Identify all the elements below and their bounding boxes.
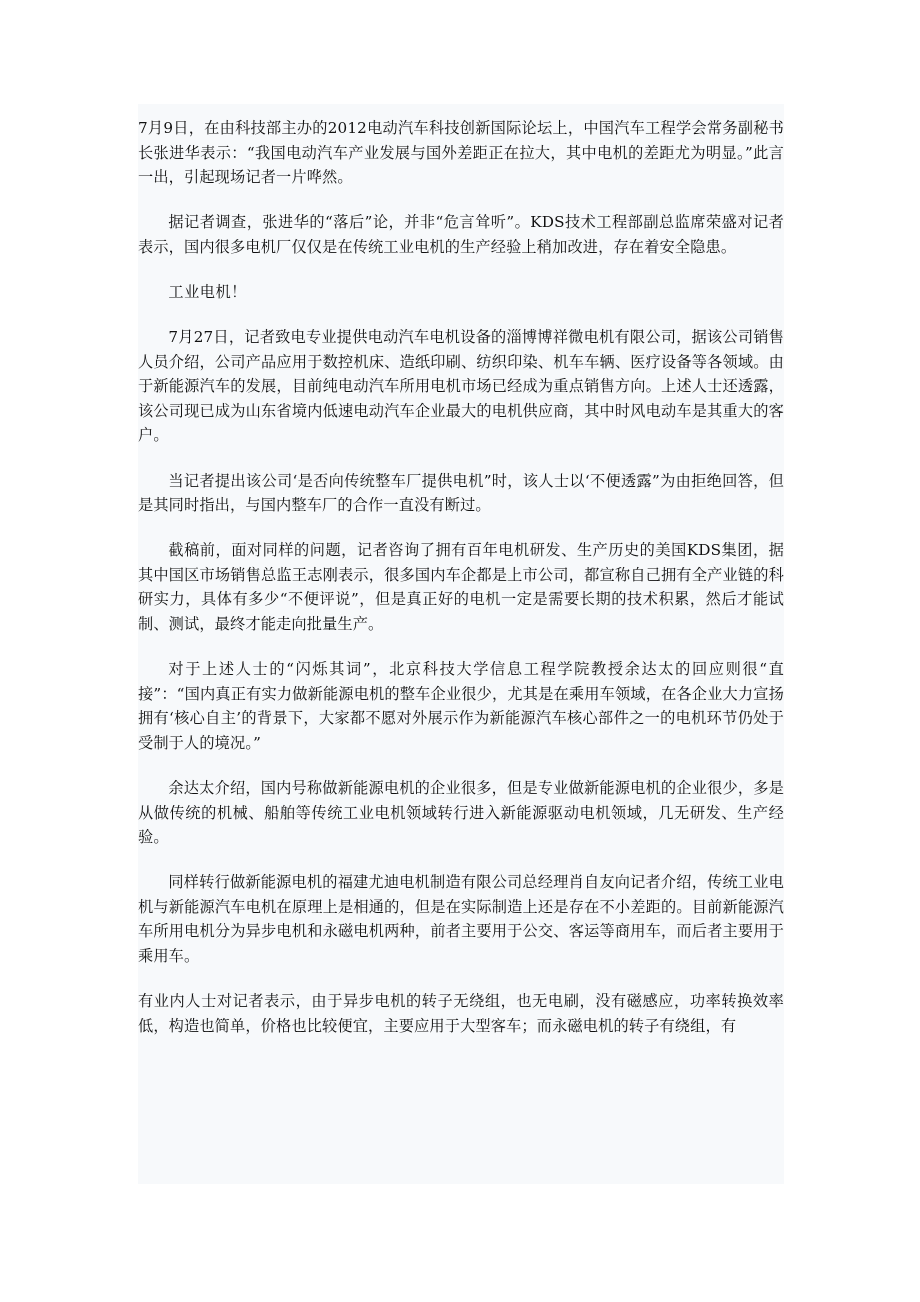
paragraph-8: 同样转行做新能源电机的福建尤迪电机制造有限公司总经理肖自友向记者介绍，传统工业电机与新能源汽车电机在原理上是相通的，但是在实际制造上还是存在不小差距的。目前新能源汽车所用电机分为异步电机和永磁电机两种，前者主要用于公交、客运等商用车，而后者主要用于乘用车。	[138, 873, 784, 966]
paragraph-1: 7月9日，在由科技部主办的2012电动汽车科技创新国际论坛上，中国汽车工程学会常务副秘书长张进华表示：“我国电动汽车产业发展与国外差距正在拉大，其中电机的差距尤为明显。”此言一出，引起现场记者一片哗然。	[138, 119, 784, 187]
paragraph-4: 当记者提出该公司‘是否向传统整车厂提供电机”时，该人士以‘不便透露”为由拒绝回答，但是其同时指出，与国内整车厂的合作一直没有断过。	[138, 471, 784, 515]
section-heading: 工业电机！	[168, 282, 247, 301]
paragraph-3: 7月27日，记者致电专业提供电动汽车电机设备的淄博博祥微电机有限公司，据该公司销售人员介绍，公司产品应用于数控机床、造纸印刷、纺织印染、机车车辆、医疗设备等各领域。由于新能源汽车的发展，目前纯电动汽车所用电机市场已经成为重点销售方向。上述人士还透露，该公司现已成为山东省境内低速电动汽车企业最大的电机供应商，其中时风电动车是其重大的客户。	[138, 328, 784, 445]
paragraph-9: 有业内人士对记者表示，由于异步电机的转子无绕组，也无电刷，没有磁感应，功率转换效率低，构造也简单，价格也比较便宜，主要应用于大型客车；而永磁电机的转子有绕组，有	[138, 992, 784, 1035]
document-page	[138, 104, 784, 1184]
paragraph-6: 对于上述人士的“闪烁其词”，北京科技大学信息工程学院教授余达太的回应则很“直接”：“国内真正有实力做新能源电机的整车企业很少，尤其是在乘用车领域，在各企业大力宣扬拥有‘核心自主’的背景下，大家都不愿对外展示作为新能源汽车核心部件之一的电机环节仍处于受制于人的境况。”	[138, 660, 784, 752]
paragraph-2: 据记者调查，张进华的“落后”论，并非“危言耸听”。KDS技术工程部副总监席荣盛对记者表示，国内很多电机厂仅仅是在传统工业电机的生产经验上稍加改进，存在着安全隐患。	[138, 213, 784, 256]
paragraph-5: 截稿前，面对同样的问题，记者咨询了拥有百年电机研发、生产历史的美国KDS集团，据其中国区市场销售总监王志刚表示，很多国内车企都是上市公司，都宣称自己拥有全产业链的科研实力，具体有多少“不便评说”，但是真正好的电机一定是需要长期的技术积累，然后才能试制、测试，最终才能走向批量生产。	[138, 541, 784, 633]
paragraph-7: 余达太介绍，国内号称做新能源电机的企业很多，但是专业做新能源电机的企业很少，多是从做传统的机械、船舶等传统工业电机领域转行进入新能源驱动电机领域，几无研发、生产经验。	[138, 778, 784, 847]
